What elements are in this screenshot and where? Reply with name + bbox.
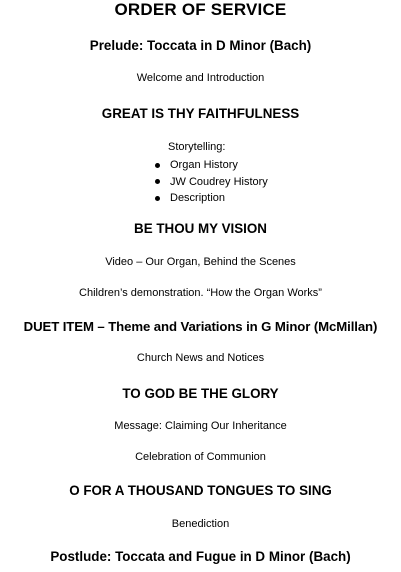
bullet-icon	[155, 179, 160, 184]
church-news-item: Church News and Notices	[136, 352, 265, 364]
video-item: Video – Our Organ, Behind the Scenes	[105, 256, 296, 268]
postlude-heading: Postlude: Toccata and Fugue in D Minor (Bach)	[50, 549, 351, 564]
childrens-demonstration-item: Children’s demonstration. “How the Organ Works”	[79, 287, 322, 299]
storytelling-label: Storytelling:	[168, 141, 226, 153]
list-item	[152, 174, 332, 191]
list-item	[152, 157, 332, 174]
bullet-icon	[155, 163, 160, 168]
hymn-to-god-be-the-glory: TO GOD BE THE GLORY	[122, 386, 279, 401]
message-item: Message: Claiming Our Inheritance	[114, 420, 287, 432]
list-item	[152, 190, 332, 207]
hymn-be-thou-my-vision: BE THOU MY VISION	[134, 221, 267, 236]
storytelling-block	[152, 140, 332, 207]
list-item-label: Description	[170, 192, 226, 205]
storytelling-list	[152, 157, 332, 207]
list-item-label: JW Coudrey History	[170, 175, 268, 188]
benediction-item: Benediction	[171, 518, 230, 530]
duet-item-heading: DUET ITEM – Theme and Variations in G Minor (McMillan)	[23, 319, 378, 334]
list-item-label: Organ History	[170, 159, 238, 172]
bullet-icon	[155, 196, 160, 201]
communion-item: Celebration of Communion	[135, 451, 266, 463]
welcome-item: Welcome and Introduction	[136, 72, 265, 84]
hymn-great-is-thy-faithfulness: GREAT IS THY FAITHFULNESS	[101, 106, 300, 121]
page-title: ORDER OF SERVICE	[114, 0, 287, 19]
prelude-heading: Prelude: Toccata in D Minor (Bach)	[89, 38, 312, 53]
hymn-o-for-a-thousand-tongues: O FOR A THOUSAND TONGUES TO SING	[69, 483, 332, 498]
